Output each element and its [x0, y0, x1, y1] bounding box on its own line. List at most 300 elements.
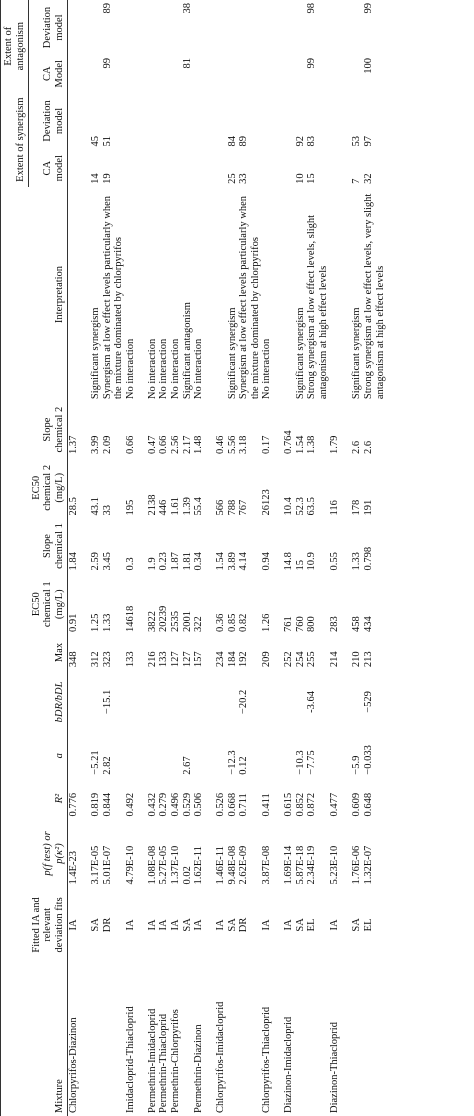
table-cell: −529: [362, 691, 374, 713]
table-cell: 0.496: [169, 792, 181, 817]
table-cell: Permethrin-Chlorpyrifos: [169, 1009, 181, 1113]
table-cell: [193, 670, 215, 734]
table-cell: [351, 670, 363, 734]
table-cell: [306, 962, 329, 1116]
table-row: [227, 0, 239, 1116]
table-cell: 0.36: [215, 613, 227, 632]
header-max: Max: [29, 635, 68, 670]
table-cell: [158, 92, 170, 149]
table-cell: [283, 734, 295, 778]
table-cell: 38: [181, 3, 193, 14]
table-cell: 0.91: [68, 613, 80, 632]
table-cell: [193, 55, 215, 92]
header-extent-synergism: Extent of synergism: [1, 92, 29, 186]
table-cell: [158, 0, 170, 55]
table-cell: [215, 187, 227, 402]
table-cell: [215, 734, 227, 778]
table-cell: [182, 962, 194, 1116]
table-cell: 767: [238, 499, 250, 516]
table-cell: [158, 55, 170, 92]
table-cell: 214: [329, 651, 341, 668]
table-cell: [170, 670, 182, 734]
table-cell: [68, 670, 91, 734]
table-cell: [68, 150, 91, 187]
table-cell: [261, 670, 283, 734]
table-cell: IA: [124, 919, 136, 931]
table-cell: 0.55: [329, 552, 341, 571]
table-cell: 1.84: [68, 552, 80, 571]
table-cell: 45: [90, 136, 102, 147]
table-cell: IA: [158, 919, 170, 931]
table-cell: 255: [306, 651, 318, 668]
table-cell: 1.48: [193, 435, 205, 455]
table-cell: [238, 962, 261, 1116]
table-cell: [363, 962, 390, 1116]
table-cell: EL: [306, 918, 318, 932]
table-cell: [68, 55, 91, 92]
table-cell: [283, 0, 295, 55]
table-cell: 7: [351, 178, 363, 184]
table-cell: [283, 150, 295, 187]
table-cell: [158, 150, 170, 187]
table-cell: Synergism at low effect levels particularly when the mixture dominated by chlorpyrifos: [101, 196, 125, 400]
table-cell: 33: [101, 505, 113, 516]
table-cell: 209: [261, 651, 273, 668]
table-cell: 127: [181, 651, 193, 668]
table-cell: 0.23: [158, 552, 170, 571]
table-cell: [182, 670, 194, 734]
table-cell: 14: [90, 173, 102, 184]
header-interpretation: Interpretation: [29, 187, 68, 402]
table-cell: DR: [101, 917, 113, 933]
table-cell: No interaction: [193, 338, 205, 400]
table-cell: [125, 92, 147, 149]
table-cell: Significant synergism: [351, 307, 363, 400]
header-slope-2: Slope chemical 2: [29, 402, 68, 457]
table-cell: 234: [215, 651, 227, 668]
table-cell: 191: [362, 499, 374, 516]
table-cell: 28.5: [68, 497, 80, 516]
header-spacer: [1, 187, 29, 1116]
table-row: [147, 0, 159, 1116]
table-cell: 800: [306, 616, 318, 632]
table-cell: SA: [351, 918, 363, 932]
table-cell: 1.54: [294, 435, 306, 455]
table-cell: 760: [294, 616, 306, 632]
table-cell: −7.75: [306, 750, 318, 775]
table-cell: [295, 962, 307, 1116]
table-cell: 0.872: [306, 792, 318, 817]
table-cell: 0.46: [215, 435, 227, 455]
table-cell: 5.23E-10: [329, 845, 341, 885]
table-cell: 3.87E-08: [261, 845, 273, 885]
table-cell: [261, 150, 283, 187]
table-cell: [215, 55, 227, 92]
table-cell: [147, 150, 159, 187]
table-cell: 0.852: [294, 792, 306, 817]
table-cell: [329, 670, 351, 734]
table-cell: [90, 55, 102, 92]
table-cell: [261, 55, 283, 92]
table-cell: 1.61: [169, 497, 181, 516]
table-cell: 1.08E-08: [146, 845, 158, 885]
table-cell: [68, 0, 91, 55]
table-row: [238, 0, 261, 1116]
table-cell: IA: [146, 919, 158, 931]
table-cell: 133: [124, 651, 136, 668]
table-cell: Significant synergism: [294, 307, 306, 400]
table-cell: 0.668: [226, 792, 238, 817]
table-row: [283, 0, 295, 1116]
table-cell: 254: [294, 651, 306, 668]
table-cell: Permethrin-Diazinon: [193, 1024, 205, 1113]
table-cell: 3.99: [90, 435, 102, 455]
table-cell: 32: [362, 173, 374, 184]
table-cell: 0.526: [215, 792, 227, 817]
table-cell: 14618: [124, 605, 136, 632]
table-cell: Chlorpyrifos-Diazinon: [68, 1017, 80, 1113]
table-cell: 55.4: [193, 497, 205, 516]
table-row: [363, 0, 390, 1116]
table-cell: 3.17E-05: [90, 845, 102, 885]
table-cell: 0.798: [362, 546, 374, 571]
table-cell: 0.844: [101, 792, 113, 817]
table-cell: [182, 150, 194, 187]
table-cell: 323: [101, 651, 113, 668]
table-cell: Significant synergism: [90, 307, 102, 400]
table-cell: 0.85: [226, 613, 238, 632]
table-cell: 53: [351, 136, 363, 147]
table-cell: 252: [283, 651, 295, 668]
table-cell: IA: [215, 919, 227, 931]
table-cell: 566: [215, 499, 227, 516]
table-cell: [329, 187, 351, 402]
table-row: [170, 0, 182, 1116]
header-r2: R²: [29, 778, 68, 820]
table-cell: 2.82: [101, 756, 113, 775]
table-cell: −5.9: [351, 755, 363, 775]
table-cell: IA: [193, 919, 205, 931]
table-cell: 1.32E-07: [362, 845, 374, 885]
table-cell: 0.34: [193, 552, 205, 571]
table-cell: [215, 150, 227, 187]
table-cell: 0.506: [193, 792, 205, 817]
table-cell: 5.01E-07: [101, 845, 113, 885]
table-cell: Diazinon-Thiacloprid: [329, 1022, 341, 1113]
table-cell: [329, 92, 351, 149]
table-cell: 2.6: [351, 440, 363, 455]
table-row: [306, 0, 329, 1116]
table-cell: No interaction: [261, 338, 273, 400]
table-cell: [147, 734, 159, 778]
table-cell: 15: [294, 559, 306, 571]
table-cell: [261, 734, 283, 778]
table-cell: 25: [226, 173, 238, 184]
table-cell: 3.89: [226, 552, 238, 571]
table-cell: 20239: [158, 605, 170, 632]
table-cell: 10.4: [283, 497, 295, 516]
table-cell: 99: [362, 3, 374, 14]
table-cell: [193, 734, 215, 778]
table-cell: 5.56: [226, 435, 238, 455]
table-cell: −20.2: [238, 689, 250, 715]
table-cell: SA: [181, 918, 193, 932]
table-row: [193, 0, 215, 1116]
header-extent-antagonism: Extent of antagonism: [1, 0, 29, 92]
table-cell: No interaction: [124, 338, 136, 400]
table-cell: 81: [181, 58, 193, 69]
table-cell: 1.26: [261, 613, 273, 632]
table-cell: IA: [169, 919, 181, 931]
table-cell: 4.14: [238, 552, 250, 571]
table-cell: [283, 670, 295, 734]
table-cell: 1.76E-06: [351, 845, 363, 885]
table-cell: [295, 55, 307, 92]
table-cell: 184: [226, 651, 238, 668]
table-cell: Significant synergism: [226, 307, 238, 400]
table-cell: Strong synergism at low effect levels, very slight antagonism at high effect levels: [362, 193, 386, 400]
table-cell: [295, 670, 307, 734]
table-cell: [227, 55, 239, 92]
table-cell: 15: [306, 173, 318, 184]
table-cell: [102, 962, 125, 1116]
table-body: [68, 0, 390, 1116]
table-cell: 1.39: [181, 497, 193, 516]
table-cell: EL: [362, 918, 374, 932]
table-row: [351, 0, 363, 1116]
table-cell: 1.38: [306, 435, 318, 455]
table-cell: SA: [90, 918, 102, 932]
table-cell: 0.609: [351, 792, 363, 817]
table-cell: No interaction: [158, 338, 170, 400]
table-cell: [261, 92, 283, 149]
table-cell: IA: [283, 919, 295, 931]
table-cell: Imidacloprid-Thiacloprid: [124, 1006, 136, 1113]
table-cell: −10.3: [294, 750, 306, 775]
table-cell: [147, 55, 159, 92]
table-cell: 5.27E-05: [158, 845, 170, 885]
table-cell: [351, 55, 363, 92]
table-cell: 210: [351, 651, 363, 668]
table-cell: 3.45: [101, 552, 113, 571]
table-cell: 2138: [146, 494, 158, 516]
table-cell: 3.18: [238, 435, 250, 455]
table-cell: 0.432: [146, 792, 158, 817]
table-cell: 312: [90, 651, 102, 668]
table-cell: [170, 734, 182, 778]
table-cell: [125, 55, 147, 92]
table-cell: 0.776: [68, 792, 80, 817]
table-cell: 1.54: [215, 552, 227, 571]
table-cell: 0.477: [329, 792, 341, 817]
table-cell: 0.819: [90, 792, 102, 817]
header-syn-ca: CA model: [29, 150, 68, 187]
table-cell: [283, 55, 295, 92]
table-cell: 10: [294, 173, 306, 184]
table-cell: 5.87E-18: [294, 845, 306, 885]
table-cell: Strong synergism at low effect levels, slight antagonism at high effect levels: [306, 214, 329, 400]
table-cell: 434: [362, 616, 374, 632]
header-ant-dev: Deviation model: [29, 0, 68, 55]
table-cell: 1.81: [181, 552, 193, 571]
table-cell: 1.4E-23: [68, 851, 80, 885]
table-cell: 0.492: [124, 792, 136, 817]
table-cell: 0.66: [124, 435, 136, 455]
table-cell: Permethrin-Imidacloprid: [146, 1008, 158, 1113]
table-cell: −0.033: [362, 745, 374, 775]
table-cell: [68, 92, 91, 149]
table-cell: Permethrin-Thiacloprid: [158, 1013, 170, 1113]
table-cell: 100: [362, 58, 374, 74]
table-cell: Chlorpyrifos-Imidacloprid: [215, 1001, 227, 1113]
table-cell: [283, 187, 295, 402]
table-cell: 213: [362, 651, 374, 668]
table-cell: [227, 962, 239, 1116]
table-cell: Diazinon-Imidacloprid: [283, 1016, 295, 1113]
table-cell: 89: [238, 136, 250, 147]
table-cell: 127: [169, 651, 181, 668]
table-cell: 0.711: [238, 793, 250, 817]
table-cell: [227, 670, 239, 734]
header-syn-dev: Deviation model: [29, 92, 68, 149]
header-p: p(f test) or p(κ²): [29, 819, 68, 887]
table-cell: 9.48E-08: [226, 845, 238, 885]
table-cell: [329, 150, 351, 187]
table-cell: [90, 0, 102, 55]
table-cell: 0.411: [261, 793, 273, 817]
table-cell: 43.1: [90, 497, 102, 516]
table-cell: 26123: [261, 489, 273, 516]
table-cell: [215, 670, 227, 734]
table-cell: 1.62E-11: [193, 846, 205, 885]
table-cell: [193, 92, 215, 149]
table-cell: [227, 0, 239, 55]
table-cell: 2001: [181, 610, 193, 632]
table-cell: 0.82: [238, 613, 250, 632]
table-cell: 0.47: [146, 435, 158, 455]
table-cell: 133: [158, 651, 170, 668]
table-cell: [158, 734, 170, 778]
header-ec50-2: EC50 chemical 2 (mg/L): [29, 457, 68, 519]
table-cell: [193, 0, 215, 55]
table-cell: 0.02: [181, 866, 193, 885]
table-row: [158, 0, 170, 1116]
table-cell: 446: [158, 499, 170, 516]
table-row: [295, 0, 307, 1116]
table-cell: 51: [101, 136, 113, 147]
table-cell: 14.8: [283, 552, 295, 571]
table-cell: [329, 55, 351, 92]
header-mixture: Mixture: [29, 962, 68, 1116]
table-cell: [215, 0, 227, 55]
table-cell: −5.21: [90, 750, 102, 775]
table-row: [90, 0, 102, 1116]
table-cell: [182, 92, 194, 149]
table-cell: 116: [329, 500, 341, 516]
table-cell: [329, 0, 351, 55]
table-cell: 0.648: [362, 792, 374, 817]
table-cell: [147, 0, 159, 55]
table-row: [182, 0, 194, 1116]
table-cell: 1.25: [90, 613, 102, 632]
table-cell: 99: [101, 58, 113, 69]
table-cell: 1.87: [169, 552, 181, 571]
table-cell: 83: [306, 136, 318, 147]
table-cell: 0.615: [283, 792, 295, 817]
table-cell: 1.37: [68, 435, 80, 455]
table-cell: 98: [306, 3, 318, 14]
table-cell: 0.764: [283, 430, 295, 455]
table-row: [215, 0, 227, 1116]
table-cell: 97: [362, 136, 374, 147]
table-cell: SA: [226, 918, 238, 932]
table-cell: 84: [226, 136, 238, 147]
table-row: [329, 0, 351, 1116]
table-cell: 19: [101, 173, 113, 184]
table-cell: Significant antagonism: [181, 302, 193, 400]
header-fitted: Fitted IA and relevant deviation fits: [29, 888, 68, 963]
table-cell: 322: [193, 616, 205, 632]
table-cell: −12.3: [226, 750, 238, 775]
table-cell: [170, 150, 182, 187]
table-cell: [90, 962, 102, 1116]
table-cell: 0.12: [238, 756, 250, 775]
table-cell: No interaction: [169, 338, 181, 400]
table-cell: 52.3: [294, 497, 306, 516]
table-cell: 178: [351, 499, 363, 516]
table-cell: 2.17: [181, 435, 193, 455]
table-cell: 0.17: [261, 435, 273, 455]
header-ant-ca: CA Model: [29, 55, 68, 92]
table-cell: 99: [306, 58, 318, 69]
table-cell: 1.37E-10: [169, 845, 181, 885]
table-cell: 157: [193, 651, 205, 668]
table-cell: 2535: [169, 610, 181, 632]
table-cell: [283, 92, 295, 149]
table-cell: 2.09: [101, 435, 113, 455]
table-cell: 2.62E-09: [238, 845, 250, 885]
table-cell: [215, 92, 227, 149]
table-cell: 2.67: [181, 756, 193, 775]
header-bdr: bDR/bDL: [29, 670, 68, 734]
table-cell: [261, 0, 283, 55]
table-cell: 1.46E-11: [215, 846, 227, 885]
table-cell: IA: [329, 919, 341, 931]
table-cell: [125, 150, 147, 187]
table-row: [102, 0, 125, 1116]
table-cell: 89: [101, 3, 113, 14]
table-row: [68, 0, 91, 1116]
table-cell: [125, 670, 147, 734]
table-cell: 0.529: [181, 792, 193, 817]
table-cell: 216: [146, 651, 158, 668]
table-cell: 2.34E-19: [306, 845, 318, 885]
table-cell: 0.3: [124, 557, 136, 571]
table-cell: 195: [124, 499, 136, 516]
table-row: [125, 0, 147, 1116]
table-cell: IA: [261, 919, 273, 931]
table-cell: 761: [283, 616, 295, 632]
table-cell: [193, 150, 215, 187]
table-cell: [295, 0, 307, 55]
table-cell: 10.9: [306, 552, 318, 571]
table-cell: [158, 670, 170, 734]
table-cell: 2.56: [169, 435, 181, 455]
table-cell: 1.9: [146, 557, 158, 571]
header-ec50-1: EC50 chemical 1 (mg/L): [29, 573, 68, 635]
table-cell: -3.64: [306, 691, 318, 713]
table-cell: 283: [329, 616, 341, 632]
